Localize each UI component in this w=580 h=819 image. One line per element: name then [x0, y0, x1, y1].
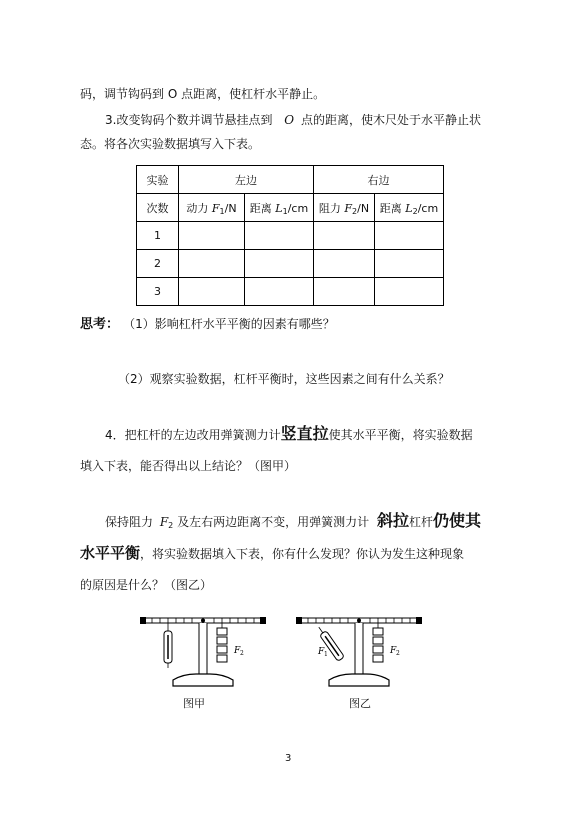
f2-sub: 2 [396, 650, 400, 657]
step3-line1 [105, 112, 481, 128]
keep-emph1: 斜拉 [376, 511, 409, 530]
f1-sub: 1 [324, 651, 328, 658]
table-cell [245, 222, 314, 250]
f2-sub: 2 [240, 650, 244, 657]
force2-var: F [344, 201, 353, 215]
lever-figure-yi [294, 610, 424, 700]
dist2-unit: /cm [417, 201, 439, 215]
table-subheader-row [137, 194, 444, 222]
step4-text-b: 使其水平平衡，将实验数据 [328, 428, 473, 442]
caption-yi: 图乙 [349, 697, 371, 710]
table-cell [245, 250, 314, 278]
row-index: 3 [137, 278, 179, 306]
weights [373, 628, 383, 662]
f2-label: F [234, 646, 241, 656]
force1-label: 动力 [186, 201, 209, 215]
keep-sub: 2 [168, 521, 174, 530]
header-force1 [179, 194, 245, 222]
left-knob [140, 617, 146, 624]
keep-line2 [80, 545, 464, 562]
stand-post [199, 623, 207, 676]
pivot [357, 619, 361, 623]
force1-sub: 1 [219, 206, 225, 216]
right-knob [416, 617, 422, 624]
keep-text-a: 保持阻力 [105, 515, 154, 529]
header-force2 [314, 194, 375, 222]
table-header-row [137, 166, 444, 194]
think-label: 思考： [80, 317, 120, 332]
lever-figure-jia [138, 610, 268, 700]
dist1-unit: /cm [287, 201, 309, 215]
dist1-var: L [275, 201, 283, 215]
force2-sub: 2 [352, 206, 358, 216]
force2-label: 阻力 [318, 201, 341, 215]
keep-line1 [105, 513, 481, 534]
stand-base [329, 674, 389, 686]
step4-line1 [105, 426, 473, 443]
row-index: 2 [137, 250, 179, 278]
keep-text-d: ，将实验数据填入下表，你有什么发现？你认为发生这种现象 [140, 547, 465, 561]
step3-line2: 态。将各次实验数据填写入下表。 [80, 137, 261, 151]
step4-line2: 填入下表，能否得出以上结论？（图甲） [80, 459, 297, 473]
dist1-sub: 1 [282, 206, 288, 216]
header-dist2 [375, 194, 444, 222]
row-index: 1 [137, 222, 179, 250]
dist2-var: L [405, 201, 413, 215]
force1-var: F [211, 201, 220, 215]
data-table [136, 165, 444, 306]
table-cell [375, 250, 444, 278]
keep-text-c: 杠杆 [408, 515, 433, 529]
paragraph-tail: 码，调节钩码到 O 点距离，使杠杆水平静止。 [80, 87, 326, 101]
step4-text-a: 4．把杠杆的左边改用弹簧测力计 [105, 428, 281, 442]
table-cell [179, 222, 245, 250]
step4-emphasis: 竖直拉 [280, 424, 329, 443]
table-cell [375, 278, 444, 306]
f1-label: F [318, 647, 325, 657]
think-q1: （1）影响杠杆水平平衡的因素有哪些？ [123, 317, 335, 331]
header-exp: 实验 [137, 166, 179, 194]
table-row [137, 250, 444, 278]
step3-text-a: 3.改变钩码个数并调节悬挂点到 [105, 113, 273, 127]
right-knob [260, 617, 266, 624]
header-left: 左边 [179, 166, 314, 194]
header-count: 次数 [137, 194, 179, 222]
f2-label: F [390, 646, 397, 656]
point-o-label: O [284, 113, 295, 127]
think-line1 [80, 315, 335, 334]
header-dist1 [245, 194, 314, 222]
stand-base [173, 674, 233, 686]
table-cell [314, 222, 375, 250]
table-cell [245, 278, 314, 306]
keep-line3: 的原因是什么？（图乙） [80, 578, 213, 592]
keep-var: F [159, 515, 169, 529]
dist2-sub: 2 [412, 206, 418, 216]
dist2-label: 距离 [379, 201, 402, 215]
left-knob [296, 617, 302, 624]
table-cell [314, 250, 375, 278]
table-row [137, 278, 444, 306]
header-right: 右边 [314, 166, 444, 194]
keep-emph3: 水平平衡 [80, 544, 141, 562]
table-cell [375, 222, 444, 250]
force2-unit: /N [357, 201, 370, 215]
think-q2: （2）观察实验数据，杠杆平衡时，这些因素之间有什么关系？ [118, 372, 450, 386]
table-cell [179, 250, 245, 278]
step3-text-b: 点的距离，使木尺处于水平静止状 [300, 113, 481, 127]
caption-jia: 图甲 [183, 697, 205, 710]
pivot [201, 619, 205, 623]
keep-text-b: 及左右两边距离不变，用弹簧测力计 [177, 515, 370, 529]
keep-emph2: 仍使其 [432, 511, 481, 530]
weights [217, 628, 227, 662]
table-cell [314, 278, 375, 306]
stand-post [355, 623, 363, 676]
table-row [137, 222, 444, 250]
dist1-label: 距离 [249, 201, 272, 215]
force1-unit: /N [224, 201, 237, 215]
table-cell [179, 278, 245, 306]
page-number: 3 [285, 753, 292, 764]
